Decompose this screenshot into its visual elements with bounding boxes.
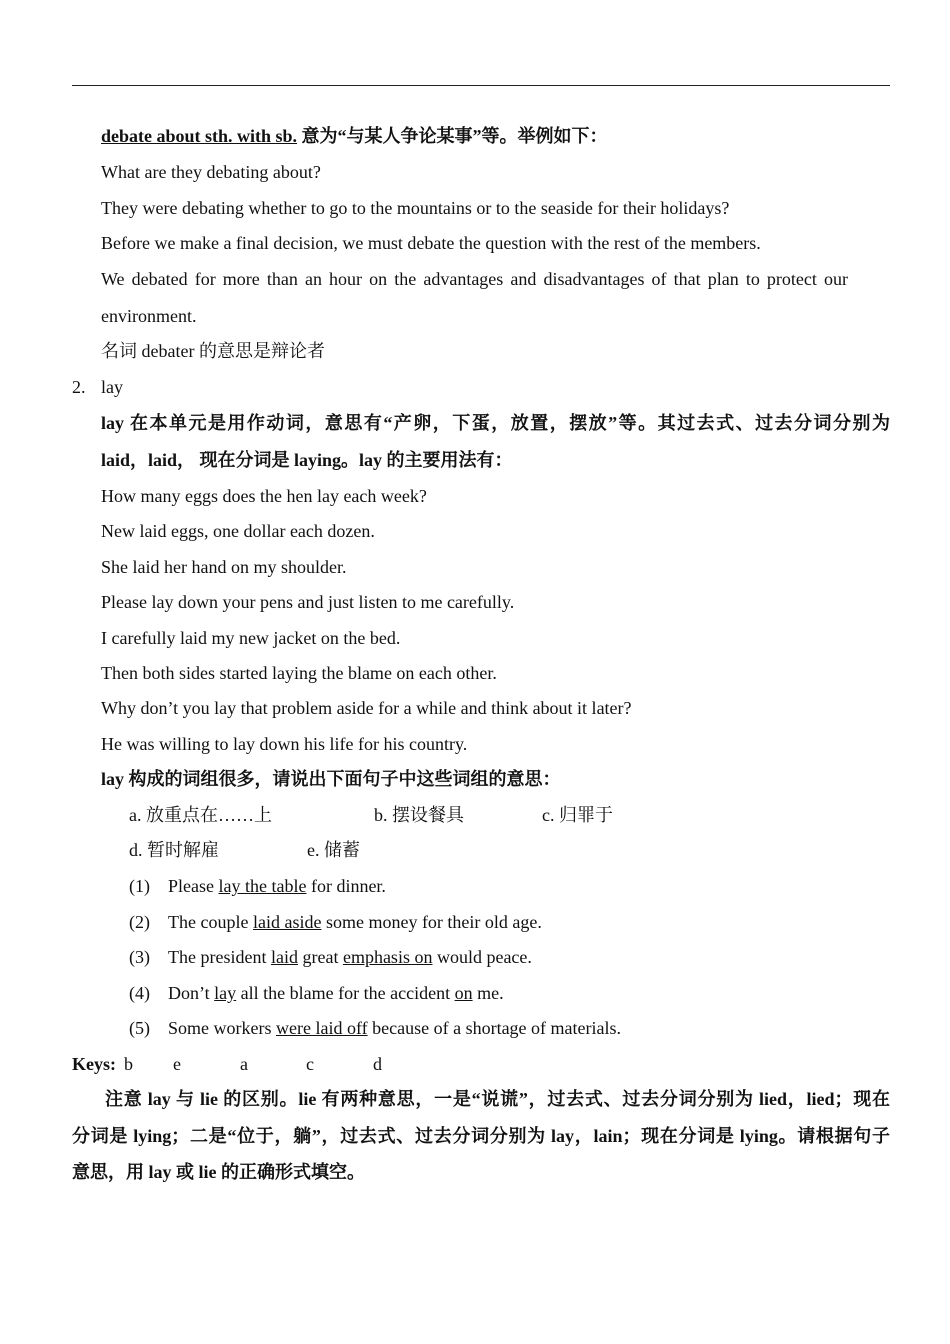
debate-example: They were debating whether to go to the mountains or to the seaside for their holidays? bbox=[101, 198, 730, 218]
underlined-phrase: laid bbox=[270, 947, 298, 967]
key-value: a bbox=[240, 1054, 248, 1074]
lay-example: How many eggs does the hen lay each week? bbox=[101, 486, 427, 506]
key-value: b bbox=[124, 1054, 133, 1074]
key-value: c bbox=[306, 1054, 314, 1074]
item-number: (1) bbox=[129, 876, 150, 896]
option-e: e. 储蓄 bbox=[307, 840, 360, 860]
debate-example-cont: environment. bbox=[101, 306, 197, 326]
keys-label: Keys: bbox=[72, 1054, 116, 1074]
debate-example: Before we make a final decision, we must debate the question with the rest of the members. bbox=[101, 233, 761, 253]
underlined-phrase: lay the table bbox=[218, 876, 307, 896]
item-sentence: Don’t lay all the blame for the accident on me. bbox=[168, 983, 504, 1003]
lay-lie-note: 意思，用 lay 或 lie 的正确形式填空。 bbox=[72, 1162, 365, 1182]
lay-example: Please lay down your pens and just listen to me carefully. bbox=[101, 592, 515, 612]
underlined-phrase: lay bbox=[214, 983, 237, 1003]
item-sentence: Some workers were laid off because of a shortage of materials. bbox=[168, 1018, 622, 1038]
debate-heading bbox=[101, 124, 608, 148]
item-sentence: Please lay the table for dinner. bbox=[168, 876, 386, 896]
debate-heading-text: 意为“与某人争论某事”等。举例如下： bbox=[297, 126, 608, 146]
section-word: lay bbox=[101, 377, 123, 397]
item-sentence: The couple laid aside some money for their old age. bbox=[168, 912, 542, 932]
noun-note: 名词 debater 的意思是辩论者 bbox=[101, 341, 325, 361]
option-a: a. 放重点在……上 bbox=[129, 805, 272, 825]
key-value: d bbox=[373, 1054, 382, 1074]
debate-example: What are they debating about? bbox=[101, 162, 321, 182]
underlined-phrase: were laid off bbox=[275, 1018, 368, 1038]
section-number: 2. bbox=[72, 377, 86, 397]
lay-description-cont: laid，laid， 现在分词是 laying。lay 的主要用法有： bbox=[101, 450, 513, 470]
item-number: (2) bbox=[129, 912, 150, 932]
underlined-phrase: laid aside bbox=[252, 912, 322, 932]
option-d: d. 暂时解雇 bbox=[129, 840, 219, 860]
lay-example: New laid eggs, one dollar each dozen. bbox=[101, 521, 375, 541]
underlined-phrase: emphasis on bbox=[342, 947, 433, 967]
debate-example: We debated for more than an hour on the advantages and disadvantages of that plan to protect our bbox=[101, 269, 848, 289]
item-sentence: The president laid great emphasis on would peace. bbox=[168, 947, 532, 967]
lay-description: lay 在本单元是用作动词，意思有“产卵，下蛋，放置，摆放”等。其过去式、过去分词分别为 bbox=[101, 413, 890, 433]
phrase-prompt: lay 构成的词组很多，请说出下面句子中这些词组的意思： bbox=[101, 769, 561, 789]
lay-example: She laid her hand on my shoulder. bbox=[101, 557, 347, 577]
lay-lie-note: 分词是 lying；二是“位于，躺”，过去式、过去分词分别为 lay，lain；现在分词是 lying。请根据句子 bbox=[72, 1126, 890, 1146]
header-rule bbox=[72, 85, 890, 86]
debate-term: debate about sth. with sb. bbox=[101, 126, 298, 146]
item-number: (4) bbox=[129, 983, 150, 1003]
key-value: e bbox=[173, 1054, 181, 1074]
lay-example: Why don’t you lay that problem aside for a while and think about it later? bbox=[101, 698, 632, 718]
lay-example: He was willing to lay down his life for his country. bbox=[101, 734, 468, 754]
lay-example: I carefully laid my new jacket on the bed. bbox=[101, 628, 401, 648]
item-number: (3) bbox=[129, 947, 150, 967]
option-b: b. 摆设餐具 bbox=[374, 805, 464, 825]
item-number: (5) bbox=[129, 1018, 150, 1038]
lay-example: Then both sides started laying the blame on each other. bbox=[101, 663, 497, 683]
lay-lie-note: 注意 lay 与 lie 的区别。lie 有两种意思，一是“说谎”，过去式、过去分词分别为 lied，lied；现在 bbox=[105, 1089, 890, 1109]
underlined-phrase: on bbox=[454, 983, 473, 1003]
option-c: c. 归罪于 bbox=[542, 805, 613, 825]
